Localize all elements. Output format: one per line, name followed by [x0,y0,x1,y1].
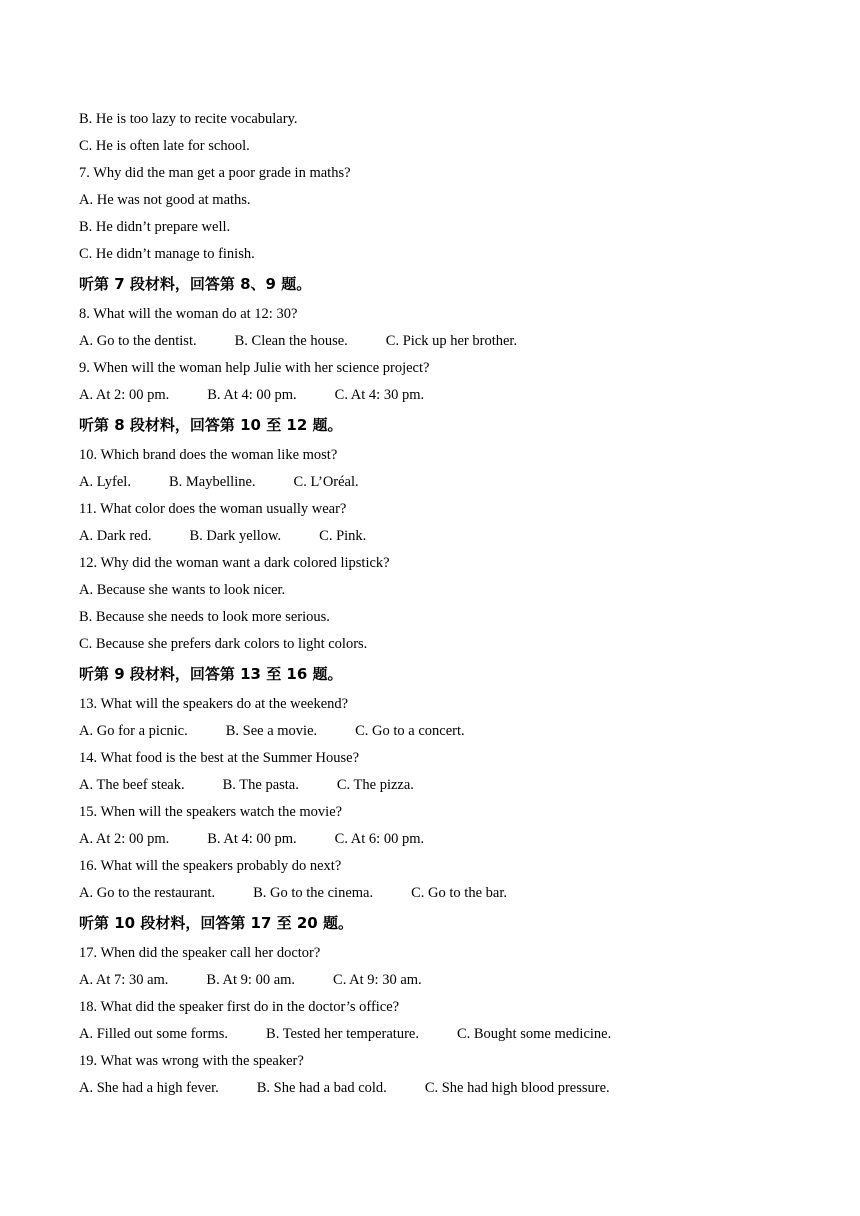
question-text: 10. Which brand does the woman like most? [79,447,338,463]
answer-option: C. Pick up her brother. [385,333,518,349]
answer-option: B. At 4: 00 pm. [207,831,297,847]
question-text: 18. What did the speaker first do in the doctor’s office? [79,999,400,1015]
answer-option-line: C. He is often late for school. [79,138,250,154]
section-heading: 听第 10 段材料，回答第 17 至 20 题。 [79,914,353,932]
answer-option: C. L’Oréal. [293,474,359,490]
answer-option: C. At 4: 30 pm. [334,387,425,403]
question-text: 16. What will the speakers probably do next? [79,858,342,874]
answer-options-row [79,718,799,745]
answer-option-line: C. Because she prefers dark colors to light colors. [79,636,368,652]
answer-options-row [79,382,799,409]
answer-option: A. At 2: 00 pm. [79,387,170,403]
answer-option: A. Dark red. [79,528,152,544]
answer-option: B. See a movie. [225,723,318,739]
answer-option: A. At 7: 30 am. [79,972,169,988]
answer-options-row [79,880,799,907]
answer-options-row [79,1021,799,1048]
answer-options-row [79,328,799,355]
answer-option: A. Go to the restaurant. [79,885,216,901]
answer-options-row [79,772,799,799]
answer-option: B. Tested her temperature. [266,1026,419,1042]
answer-option: C. At 6: 00 pm. [334,831,425,847]
answer-option: B. The pasta. [222,777,299,793]
answer-option: A. The beef steak. [79,777,185,793]
answer-option: B. Maybelline. [168,474,256,490]
answer-option: A. At 2: 00 pm. [79,831,170,847]
question-text: 17. When did the speaker call her doctor? [79,945,321,961]
answer-option: C. Pink. [319,528,367,544]
answer-option: B. At 9: 00 am. [206,972,296,988]
answer-option: A. She had a high fever. [79,1080,219,1096]
document-content [79,106,799,1102]
section-heading: 听第 8 段材料，回答第 10 至 12 题。 [79,416,343,434]
question-text: 8. What will the woman do at 12: 30? [79,306,298,322]
answer-option: C. She had high blood pressure. [424,1080,610,1096]
answer-option: B. Go to the cinema. [253,885,374,901]
answer-option: C. Bought some medicine. [456,1026,612,1042]
answer-option-line: A. Because she wants to look nicer. [79,582,286,598]
question-text: 12. Why did the woman want a dark colored lipstick? [79,555,390,571]
answer-option-line: C. He didn’t manage to finish. [79,246,255,262]
answer-option: C. Go to a concert. [355,723,465,739]
answer-option: A. Filled out some forms. [79,1026,229,1042]
question-text: 19. What was wrong with the speaker? [79,1053,304,1069]
answer-option: A. Go for a picnic. [79,723,188,739]
answer-option-line: B. Because she needs to look more serious. [79,609,330,625]
answer-option: B. At 4: 00 pm. [207,387,297,403]
question-text: 11. What color does the woman usually wear? [79,501,347,517]
answer-option: A. Go to the dentist. [79,333,197,349]
question-text: 9. When will the woman help Julie with her science project? [79,360,430,376]
answer-options-row [79,1075,799,1102]
section-heading: 听第 9 段材料，回答第 13 至 16 题。 [79,665,343,683]
answer-option-line: B. He is too lazy to recite vocabulary. [79,111,298,127]
question-text: 15. When will the speakers watch the movie? [79,804,343,820]
answer-option: C. The pizza. [336,777,414,793]
question-text: 7. Why did the man get a poor grade in maths? [79,165,351,181]
answer-option: A. Lyfel. [79,474,131,490]
answer-options-row [79,523,799,550]
question-text: 14. What food is the best at the Summer House? [79,750,360,766]
answer-option: B. Dark yellow. [189,528,282,544]
answer-options-row [79,826,799,853]
question-text: 13. What will the speakers do at the weekend? [79,696,349,712]
answer-option-line: A. He was not good at maths. [79,192,251,208]
answer-options-row [79,967,799,994]
answer-option-line: B. He didn’t prepare well. [79,219,231,235]
section-heading: 听第 7 段材料，回答第 8、9 题。 [79,275,312,293]
answer-option: B. Clean the house. [234,333,348,349]
answer-option: C. Go to the bar. [411,885,507,901]
answer-option: C. At 9: 30 am. [333,972,422,988]
answer-options-row [79,469,799,496]
answer-option: B. She had a bad cold. [256,1080,387,1096]
